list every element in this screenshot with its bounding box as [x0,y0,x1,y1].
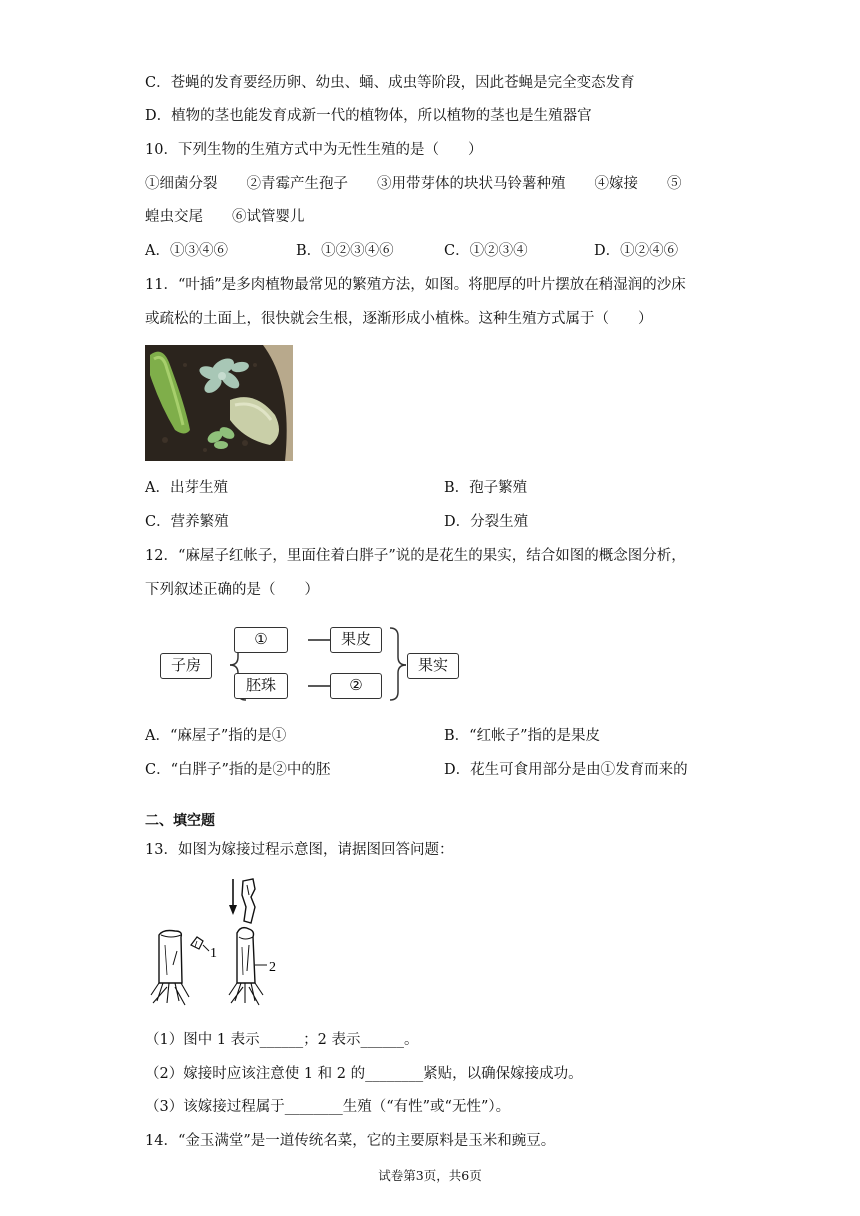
q11-option-b: B．孢子繁殖 [444,480,528,496]
section-heading-fill-in: 二、填空题 [145,813,215,829]
succulent-leaf-cutting-photo [145,345,293,461]
graft-label-2: 2 [269,960,276,975]
q13-subquestion-3: （3）该嫁接过程属于________生殖（“有性”或“无性”）。 [145,1099,511,1115]
grafting-diagram [145,875,295,1010]
q11-option-c: C．营养繁殖 [145,514,229,530]
concept-ovary-box: 子房 [160,653,212,679]
q11-stem-line2: 或疏松的土面上，很快就会生根，逐渐形成小植株。这种生殖方式属于（ ） [145,311,653,327]
q12-option-a: A．“麻屋子”指的是① [145,728,287,744]
q11-stem-line1: 11．“叶插”是多肉植物最常见的繁殖方法，如图。将肥厚的叶片摆放在稍湿润的沙床 [145,277,686,293]
q12-stem-line1: 12．“麻屋子红帐子，里面住着白胖子”说的是花生的果实，结合如图的概念图分析， [145,548,686,564]
concept-pericarp-box: 果皮 [330,627,382,653]
page-footer: 试卷第3页，共6页 [378,1168,482,1183]
concept-node2-box: ② [330,673,382,699]
q9-option-c: C．苍蝇的发育要经历卵、幼虫、蛹、成虫等阶段，因此苍蝇是完全变态发育 [145,75,635,91]
q10-option-a: A．①③④⑥ [145,243,228,259]
q10-option-c: C．①②③④ [444,243,528,259]
q11-option-a: A．出芽生殖 [145,480,228,496]
q10-items-line2: 蝗虫交尾 ⑥试管婴儿 [145,209,305,225]
q13-subquestion-1: （1）图中 1 表示______；2 表示______。 [145,1032,419,1048]
q10-items-line1: ①细菌分裂 ②青霉产生孢子 ③用带芽体的块状马铃薯种殖 ④嫁接 ⑤ [145,176,682,192]
q12-stem-line2: 下列叙述正确的是（ ） [145,582,319,598]
q14-stem: 14．“金玉满堂”是一道传统名菜，它的主要原料是玉米和豌豆。 [145,1133,556,1149]
q10-option-b: B．①②③④⑥ [296,243,394,259]
q12-option-b: B．“红帐子”指的是果皮 [444,728,600,744]
q9-option-d: D．植物的茎也能发育成新一代的植物体，所以植物的茎也是生殖器官 [145,108,592,124]
concept-node1-box: ① [234,627,288,653]
q11-option-d: D．分裂生殖 [444,514,529,530]
q10-option-d: D．①②④⑥ [594,243,679,259]
graft-label-1: 1 [210,946,217,961]
q10-stem: 10．下列生物的生殖方式中为无性生殖的是（ ） [145,142,483,158]
q12-option-d: D．花生可食用部分是由①发育而来的 [444,762,688,778]
concept-ovule-box: 胚珠 [234,673,288,699]
q13-stem: 13．如图为嫁接过程示意图，请据图回答问题： [145,842,454,858]
q13-subquestion-2: （2）嫁接时应该注意使 1 和 2 的________紧贴，以确保嫁接成功。 [145,1066,583,1082]
concept-fruit-box: 果实 [407,653,459,679]
q12-option-c: C．“白胖子”指的是②中的胚 [145,762,331,778]
